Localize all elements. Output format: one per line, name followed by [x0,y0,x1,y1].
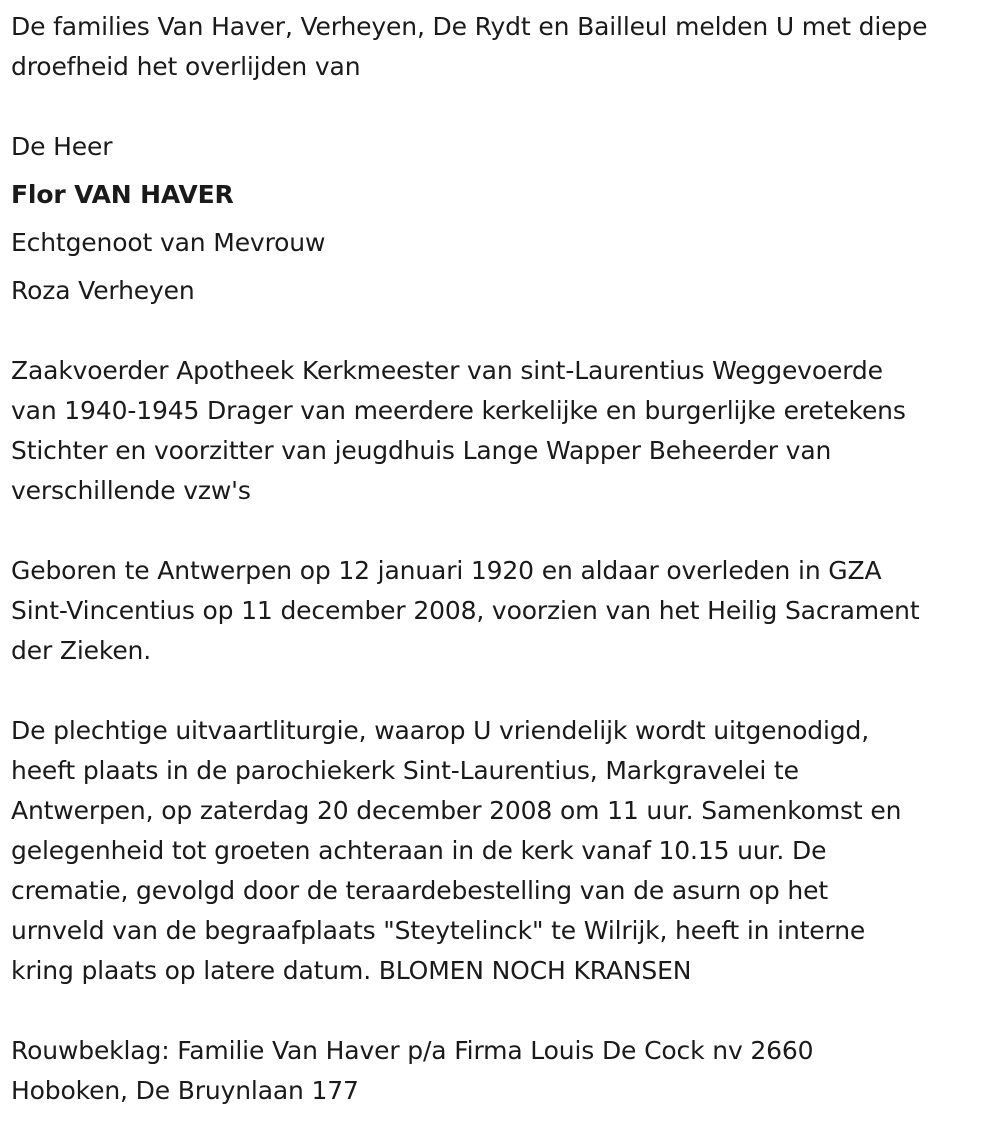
spouse-line-2: Roza Verheyen [11,276,195,305]
career-line-3: Stichter en voorzitter van jeugdhuis Lange Wapper Beheerder van [11,436,832,465]
funeral-line-5: crematie, gevolgd door de teraardebestelling van de asurn op het [11,876,829,905]
deceased-name: Flor VAN HAVER [11,180,234,209]
career-line-1: Zaakvoerder Apotheek Kerkmeester van sint-Laurentius Weggevoerde [11,356,883,385]
intro-line-2: droefheid het overlijden van [11,52,361,81]
birth-death-line-3: der Zieken. [11,636,152,665]
career-line-2: van 1940-1945 Drager van meerdere kerkelijke en burgerlijke eretekens [11,396,906,425]
funeral-line-3: Antwerpen, op zaterdag 20 december 2008 om 11 uur. Samenkomst en [11,796,902,825]
funeral-line-4: gelegenheid tot groeten achteraan in de kerk vanaf 10.15 uur. De [11,836,827,865]
condolences-line-1: Rouwbeklag: Familie Van Haver p/a Firma Louis De Cock nv 2660 [11,1036,814,1065]
funeral-line-1: De plechtige uitvaartliturgie, waarop U vriendelijk wordt uitgenodigd, [11,716,869,745]
funeral-line-6: urnveld van de begraafplaats "Steytelinck" te Wilrijk, heeft in interne [11,916,866,945]
career-line-4: verschillende vzw's [11,476,251,505]
birth-death-line-1: Geboren te Antwerpen op 12 januari 1920 en aldaar overleden in GZA [11,556,882,585]
deceased-title: De Heer [11,132,113,161]
funeral-line-2: heeft plaats in de parochiekerk Sint-Laurentius, Markgravelei te [11,756,799,785]
spouse-line-1: Echtgenoot van Mevrouw [11,228,326,257]
funeral-line-7: kring plaats op latere datum. BLOMEN NOCH KRANSEN [11,956,692,985]
intro-line-1: De families Van Haver, Verheyen, De Rydt en Bailleul melden U met diepe [11,12,928,41]
condolences-line-2: Hoboken, De Bruynlaan 177 [11,1076,359,1105]
birth-death-line-2: Sint-Vincentius op 11 december 2008, voorzien van het Heilig Sacrament [11,596,920,625]
